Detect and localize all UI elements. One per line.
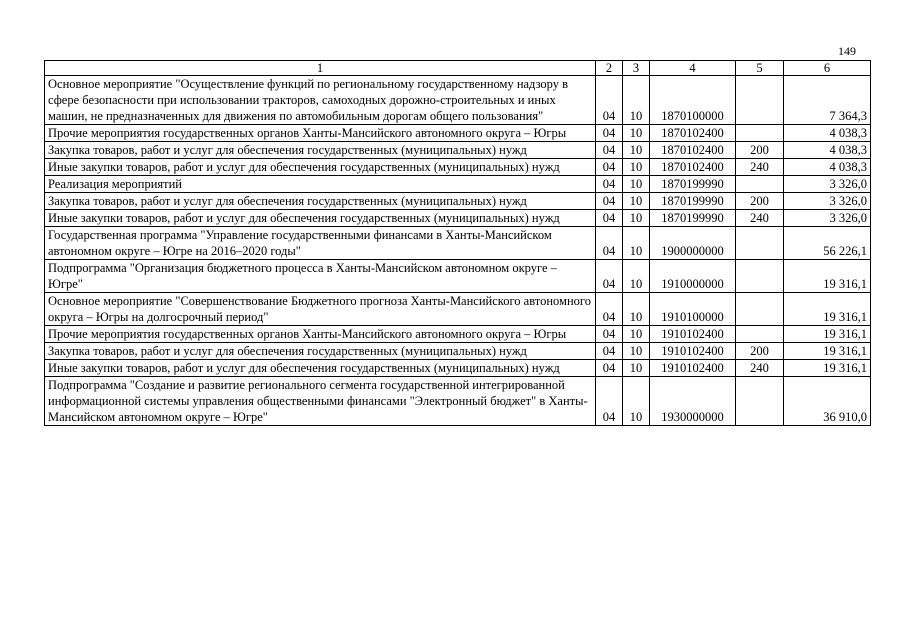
cell-name: Иные закупки товаров, работ и услуг для обеспечения государственных (муниципальных) нужд	[45, 210, 596, 227]
cell-amount: 3 326,0	[784, 176, 871, 193]
table-row	[45, 142, 871, 159]
cell-amount: 4 038,3	[784, 125, 871, 142]
cell-section: 04	[596, 360, 623, 377]
cell-name: Основное мероприятие "Осуществление функций по региональному государственному надзору в сфере безопасности при использовании тракторов, самоходных дорожно-строительных и иных машин, не предназначенных для движения по автомобильным дорогам общего пользования"	[45, 76, 596, 125]
cell-subsection: 10	[623, 377, 650, 426]
table-row	[45, 377, 871, 426]
cell-name: Иные закупки товаров, работ и услуг для обеспечения государственных (муниципальных) нужд	[45, 360, 596, 377]
cell-expense-type	[736, 293, 784, 326]
cell-target: 1910102400	[650, 326, 736, 343]
table-row	[45, 360, 871, 377]
table-row	[45, 260, 871, 293]
cell-expense-type: 240	[736, 159, 784, 176]
cell-target: 1910102400	[650, 360, 736, 377]
cell-subsection: 10	[623, 159, 650, 176]
cell-target: 1870102400	[650, 159, 736, 176]
cell-name: Закупка товаров, работ и услуг для обеспечения государственных (муниципальных) нужд	[45, 343, 596, 360]
cell-section: 04	[596, 159, 623, 176]
cell-subsection: 10	[623, 125, 650, 142]
cell-expense-type: 200	[736, 343, 784, 360]
cell-amount: 4 038,3	[784, 159, 871, 176]
cell-subsection: 10	[623, 326, 650, 343]
cell-amount: 7 364,3	[784, 76, 871, 125]
cell-amount: 19 316,1	[784, 326, 871, 343]
cell-expense-type: 240	[736, 360, 784, 377]
cell-amount: 56 226,1	[784, 227, 871, 260]
cell-target: 1870199990	[650, 193, 736, 210]
cell-subsection: 10	[623, 260, 650, 293]
cell-section: 04	[596, 125, 623, 142]
cell-section: 04	[596, 377, 623, 426]
cell-section: 04	[596, 193, 623, 210]
cell-expense-type	[736, 76, 784, 125]
cell-expense-type: 200	[736, 142, 784, 159]
budget-table	[44, 60, 871, 426]
table-row	[45, 193, 871, 210]
cell-subsection: 10	[623, 142, 650, 159]
page-number: 149	[838, 44, 856, 58]
header-cell-subsection: 3	[623, 61, 650, 76]
cell-subsection: 10	[623, 293, 650, 326]
cell-target: 1900000000	[650, 227, 736, 260]
header-cell-expense-type: 5	[736, 61, 784, 76]
cell-target: 1870199990	[650, 176, 736, 193]
table-row	[45, 326, 871, 343]
table-row	[45, 343, 871, 360]
cell-expense-type	[736, 377, 784, 426]
cell-section: 04	[596, 142, 623, 159]
cell-subsection: 10	[623, 76, 650, 125]
cell-section: 04	[596, 176, 623, 193]
cell-amount: 19 316,1	[784, 360, 871, 377]
cell-amount: 4 038,3	[784, 142, 871, 159]
table-row	[45, 210, 871, 227]
cell-subsection: 10	[623, 176, 650, 193]
cell-target: 1910102400	[650, 343, 736, 360]
cell-section: 04	[596, 227, 623, 260]
cell-section: 04	[596, 210, 623, 227]
cell-amount: 3 326,0	[784, 210, 871, 227]
cell-target: 1910100000	[650, 293, 736, 326]
table-row	[45, 227, 871, 260]
cell-section: 04	[596, 260, 623, 293]
cell-amount: 3 326,0	[784, 193, 871, 210]
cell-section: 04	[596, 293, 623, 326]
table-row	[45, 125, 871, 142]
cell-section: 04	[596, 343, 623, 360]
table-row	[45, 293, 871, 326]
cell-target: 1910000000	[650, 260, 736, 293]
cell-section: 04	[596, 326, 623, 343]
cell-subsection: 10	[623, 227, 650, 260]
cell-name: Прочие мероприятия государственных органов Ханты-Мансийского автономного округа – Югры	[45, 125, 596, 142]
cell-expense-type	[736, 227, 784, 260]
cell-expense-type: 200	[736, 193, 784, 210]
cell-amount: 19 316,1	[784, 293, 871, 326]
header-cell-amount: 6	[784, 61, 871, 76]
table-row	[45, 176, 871, 193]
cell-section: 04	[596, 76, 623, 125]
cell-name: Иные закупки товаров, работ и услуг для обеспечения государственных (муниципальных) нужд	[45, 159, 596, 176]
cell-target: 1870199990	[650, 210, 736, 227]
cell-target: 1870102400	[650, 142, 736, 159]
cell-name: Подпрограмма "Организация бюджетного процесса в Ханты-Мансийском автономном округе – Югре"	[45, 260, 596, 293]
cell-subsection: 10	[623, 360, 650, 377]
cell-amount: 19 316,1	[784, 260, 871, 293]
cell-expense-type	[736, 176, 784, 193]
cell-name: Реализация мероприятий	[45, 176, 596, 193]
cell-name: Основное мероприятие "Совершенствование Бюджетного прогноза Ханты-Мансийского автономного округа – Югры на долгосрочный период"	[45, 293, 596, 326]
cell-target: 1870100000	[650, 76, 736, 125]
cell-amount: 36 910,0	[784, 377, 871, 426]
cell-amount: 19 316,1	[784, 343, 871, 360]
cell-expense-type	[736, 326, 784, 343]
cell-name: Подпрограмма "Создание и развитие регионального сегмента государственной интегрированной информационной системы управления общественными финансами "Электронный бюджет" в Ханты-Мансийском автономном округе – Югре"	[45, 377, 596, 426]
header-cell-section: 2	[596, 61, 623, 76]
table-row	[45, 76, 871, 125]
cell-name: Государственная программа "Управление государственными финансами в Ханты-Мансийском автономном округе – Югре на 2016–2020 годы"	[45, 227, 596, 260]
table-row	[45, 159, 871, 176]
cell-name: Закупка товаров, работ и услуг для обеспечения государственных (муниципальных) нужд	[45, 142, 596, 159]
cell-subsection: 10	[623, 210, 650, 227]
table-body	[45, 76, 871, 426]
cell-subsection: 10	[623, 343, 650, 360]
cell-name: Закупка товаров, работ и услуг для обеспечения государственных (муниципальных) нужд	[45, 193, 596, 210]
cell-expense-type: 240	[736, 210, 784, 227]
header-row	[45, 61, 871, 76]
cell-subsection: 10	[623, 193, 650, 210]
cell-expense-type	[736, 260, 784, 293]
header-cell-target: 4	[650, 61, 736, 76]
cell-target: 1930000000	[650, 377, 736, 426]
header-cell-name: 1	[45, 61, 596, 76]
cell-expense-type	[736, 125, 784, 142]
cell-name: Прочие мероприятия государственных органов Ханты-Мансийского автономного округа – Югры	[45, 326, 596, 343]
cell-target: 1870102400	[650, 125, 736, 142]
